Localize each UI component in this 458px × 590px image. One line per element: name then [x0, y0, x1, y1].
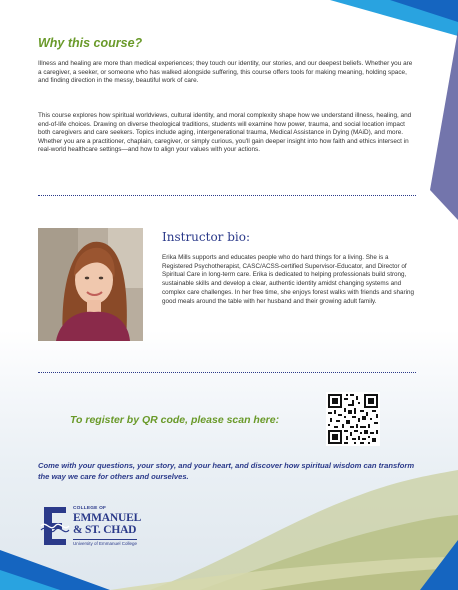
- logo-college-of-text: COLLEGE OF: [73, 506, 107, 511]
- bottom-right-corner-shape: [410, 540, 458, 590]
- why-course-heading: Why this course?: [38, 36, 143, 50]
- logo-emmanuel-text: EMMANUEL: [73, 512, 142, 524]
- dotted-divider: [38, 195, 416, 196]
- logo-st-chad-text: & ST. CHAD: [73, 524, 137, 536]
- why-course-paragraph-2: This course explores how spiritual worldviews, cultural identity, and moral complexity shape how we understand illness, healing, and end-of-life choices. Drawing on diverse theological traditions, students will examine how power, trauma, and social location impact both caregivers and care seekers. Topics include aging, intergenerational trauma, Medical Assistance in Dying (MAiD), and more. Whether you are a practitioner, chaplain, caregiver, or simply curious, you'll gain deeper insight into how faith and ethics intersect in real-world healthcare settings—and how to align your values with your actions.: [38, 112, 412, 154]
- instructor-bio-heading: Instructor bio:: [162, 230, 251, 244]
- registration-qr-code[interactable]: [326, 392, 380, 446]
- register-qr-prompt: To register by QR code, please scan here:: [70, 414, 280, 426]
- instructor-bio-text: Erika Mills supports and educates people who do hard things for a living. She is a Registered Psychotherapist, CASC/ACSS-certified Supervisor-Educator, and Director of Spiritual Care in long-term care. Erika is dedicated to helping professionals build strong, sustainable skills and develop a clear, authentic identity amidst changing systems and complex care challenges. In her free time, she enjoys forest walks with friends and sharing good meals around the table with her husband and their growing adult family.: [162, 254, 414, 305]
- logo-university-text: University of Emmanuel College: [73, 541, 138, 546]
- closing-message: Come with your questions, your story, and your heart, and discover how spiritual wisdom can transform the way we care for others and ourselves.: [38, 461, 415, 481]
- college-logo: [40, 504, 155, 548]
- instructor-photo: [38, 228, 143, 341]
- college-emblem-icon: [40, 504, 70, 548]
- why-course-paragraph-1: Illness and healing are more than medical experiences; they touch our identity, our stories, and our deepest beliefs. Whether you are a caregiver, a seeker, or someone who has walked alongside suffering, this course offers tools for making meaning, holding space, and finding direction in the messy, beautiful work of care.: [38, 60, 413, 85]
- dotted-divider: [38, 372, 416, 373]
